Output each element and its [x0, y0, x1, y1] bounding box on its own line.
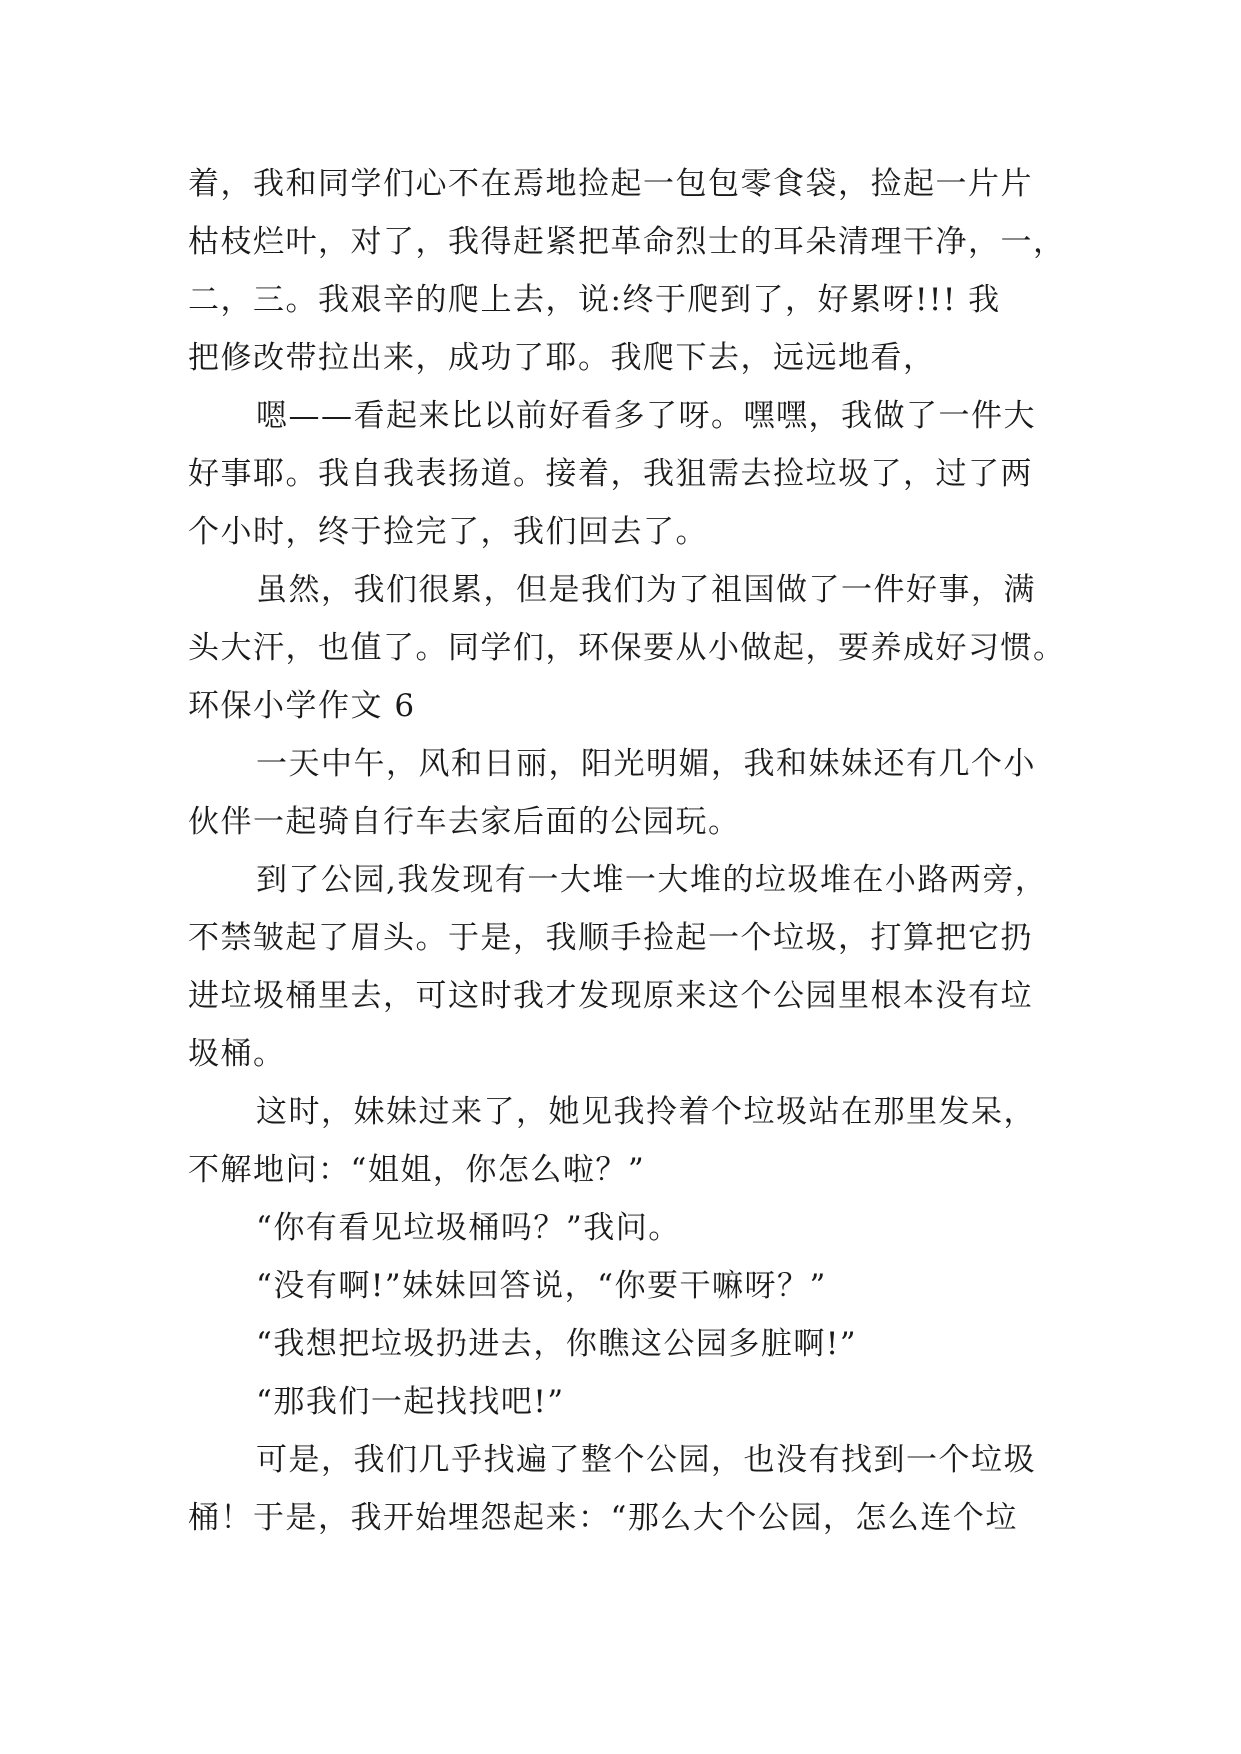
text-line: 到了公园,我发现有一大堆一大堆的垃圾堆在小路两旁，	[256, 862, 1048, 898]
section-heading: 环保小学作文 6	[188, 688, 416, 724]
text-line: “没有啊!”妹妹回答说，“你要干嘛呀？”	[256, 1268, 827, 1304]
text-line: 虽然，我们很累，但是我们为了祖国做了一件好事，满	[256, 572, 1036, 608]
text-line: 枯枝烂叶，对了，我得赶紧把革命烈士的耳朵清理干净，一，	[188, 224, 1066, 260]
text-line: 把修改带拉出来，成功了耶。我爬下去，远远地看，	[188, 340, 936, 376]
text-line: 嗯——看起来比以前好看多了呀。嘿嘿，我做了一件大	[256, 398, 1036, 434]
text-line: 二，三。我艰辛的爬上去，说:终于爬到了，好累呀!!! 我	[188, 282, 1001, 318]
text-line: 不解地问：“姐姐，你怎么啦？”	[188, 1152, 646, 1188]
text-line: 可是，我们几乎找遍了整个公园，也没有找到一个垃圾	[256, 1442, 1036, 1478]
text-line: “我想把垃圾扔进去，你瞧这公园多脏啊!”	[256, 1326, 858, 1362]
text-line: “那我们一起找找吧!”	[256, 1384, 565, 1420]
text-line: 伙伴一起骑自行车去家后面的公园玩。	[188, 804, 741, 840]
text-line: 这时，妹妹过来了，她见我拎着个垃圾站在那里发呆，	[256, 1094, 1036, 1130]
text-line: 着，我和同学们心不在焉地捡起一包包零食袋，捡起一片片	[188, 166, 1033, 202]
text-line: 一天中午，风和日丽，阳光明媚，我和妹妹还有几个小	[256, 746, 1036, 782]
text-line: 桶！于是，我开始埋怨起来：“那么大个公园，怎么连个垃	[188, 1500, 1018, 1536]
text-line: 圾桶。	[188, 1036, 286, 1072]
text-line: 进垃圾桶里去，可这时我才发现原来这个公园里根本没有垃	[188, 978, 1033, 1014]
text-line: 不禁皱起了眉头。于是，我顺手捡起一个垃圾，打算把它扔	[188, 920, 1033, 956]
text-line: “你有看见垃圾桶吗？”我问。	[256, 1210, 681, 1246]
text-line: 好事耶。我自我表扬道。接着，我狙需去捡垃圾了，过了两	[188, 456, 1033, 492]
text-line: 个小时，终于捡完了，我们回去了。	[188, 514, 708, 550]
document-body	[188, 155, 1068, 1547]
text-line: 头大汗，也值了。同学们，环保要从小做起，要养成好习惯。	[188, 630, 1066, 666]
